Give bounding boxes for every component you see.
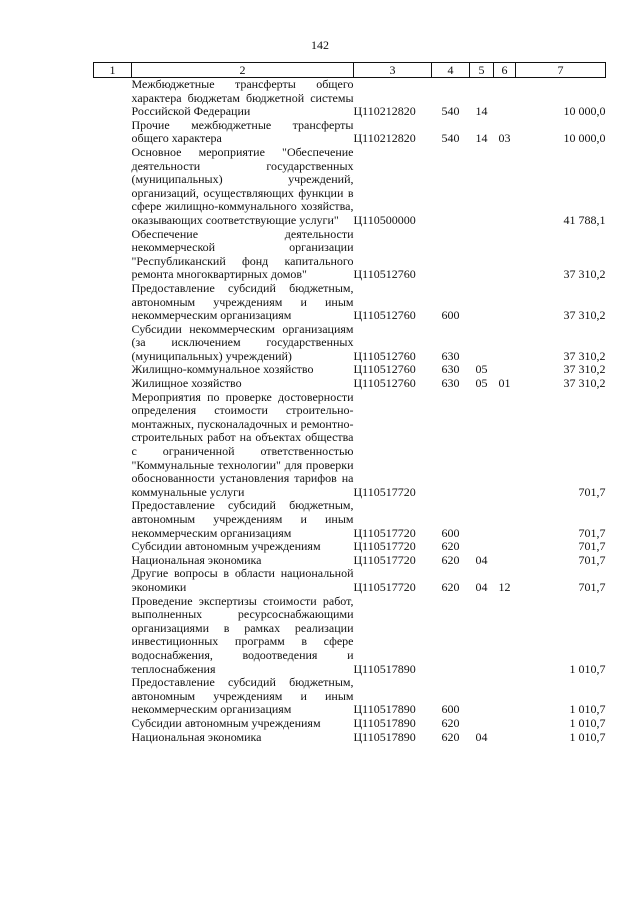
row-expense-type: 630 [441, 362, 460, 377]
row-code: Ц110212820 [353, 131, 416, 146]
row-section [470, 228, 494, 282]
table-row [94, 119, 606, 146]
row-subsection [494, 731, 516, 745]
row-subsection [494, 363, 516, 377]
row-section [470, 146, 494, 228]
row-section [470, 676, 494, 717]
row-section: 05 [475, 376, 488, 391]
row-amount: 1 010,7 [569, 661, 606, 676]
row-section [470, 323, 494, 364]
row-expense-type [432, 391, 470, 500]
row-subsection: 01 [498, 376, 511, 391]
row-expense-type: 600 [441, 308, 460, 323]
row-name: Жилищное хозяйство [131, 376, 242, 391]
row-name: Жилищно-коммунальное хозяйство [131, 362, 314, 377]
row-subsection [494, 228, 516, 282]
table-row [94, 499, 606, 540]
row-name: Мероприятия по проверке достоверности определения стоимости строительно-монтажных, пусконаладочных и ремонтно-строительных работ на объектах общества с ограниченной ответственностью "Коммунальные технологии" для проверки обоснованности установления тарифов на коммунальные услуги [131, 389, 354, 499]
row-name: Предоставление субсидий бюджетным, автономным учреждениям и иным некоммерческим организациям [131, 675, 354, 717]
row-amount: 701,7 [578, 525, 606, 540]
row-amount: 1 010,7 [569, 702, 606, 717]
row-code: Ц110512760 [353, 308, 416, 323]
row-amount: 41 788,1 [563, 212, 606, 227]
cell-col-1 [94, 146, 132, 228]
row-code: Ц110517720 [353, 525, 416, 540]
cell-col-1 [94, 499, 132, 540]
table-row [94, 391, 606, 500]
row-subsection [494, 540, 516, 554]
row-subsection: 03 [498, 131, 511, 146]
row-expense-type [432, 595, 470, 677]
row-name: Обеспечение деятельности некоммерческой организации "Республиканский фонд капитального ремонта многоквартирных домов" [131, 226, 354, 282]
row-expense-type: 620 [441, 539, 460, 554]
budget-table [93, 62, 606, 744]
row-subsection [494, 391, 516, 500]
row-code: Ц110517720 [353, 579, 416, 594]
row-name: Субсидии автономным учреждениям [131, 539, 321, 554]
cell-col-1 [94, 567, 132, 594]
header-col-6: 6 [494, 63, 516, 78]
row-subsection [494, 554, 516, 568]
row-subsection [494, 146, 516, 228]
header-col-4: 4 [432, 63, 470, 78]
header-col-1: 1 [94, 63, 132, 78]
row-amount: 10 000,0 [563, 104, 606, 119]
row-name: Субсидии некоммерческим организациям (за исключением государственных (муниципальных) учреждений) [131, 321, 354, 363]
row-expense-type: 600 [441, 702, 460, 717]
table-row [94, 377, 606, 391]
row-subsection: 12 [498, 579, 511, 594]
row-expense-type: 620 [441, 715, 460, 730]
row-expense-type: 620 [441, 552, 460, 567]
row-code: Ц110512760 [353, 267, 416, 282]
row-section [470, 499, 494, 540]
table-row [94, 540, 606, 554]
cell-col-1 [94, 595, 132, 677]
row-code: Ц110517890 [353, 715, 416, 730]
row-amount: 1 010,7 [569, 715, 606, 730]
row-code: Ц110212820 [353, 104, 416, 119]
row-section [470, 391, 494, 500]
row-amount: 1 010,7 [569, 729, 606, 744]
table-body [94, 78, 606, 745]
row-expense-type: 600 [441, 525, 460, 540]
row-expense-type: 540 [441, 131, 460, 146]
row-code: Ц110517890 [353, 661, 416, 676]
row-section [470, 540, 494, 554]
row-code: Ц110517720 [353, 539, 416, 554]
header-col-2: 2 [132, 63, 354, 78]
cell-col-1 [94, 119, 132, 146]
row-amount: 701,7 [578, 484, 606, 499]
row-name: Основное мероприятие "Обеспечение деятельности государственных (муниципальных) учреждений, организаций, осуществляющих функции в сфере жилищно-коммунального хозяйства, оказывающих соответствующие услуги" [131, 144, 354, 227]
row-expense-type: 630 [441, 376, 460, 391]
header-col-7: 7 [516, 63, 606, 78]
table-row [94, 146, 606, 228]
row-amount: 701,7 [578, 579, 606, 594]
row-subsection [494, 499, 516, 540]
table-header [94, 63, 606, 78]
row-amount: 37 310,2 [563, 348, 606, 363]
row-name: Другие вопросы в области национальной экономики [131, 566, 354, 594]
table-row [94, 282, 606, 323]
row-expense-type: 540 [441, 104, 460, 119]
row-section: 04 [475, 579, 488, 594]
cell-col-1 [94, 282, 132, 323]
row-amount: 10 000,0 [563, 131, 606, 146]
table-row [94, 323, 606, 364]
row-section: 04 [475, 552, 488, 567]
row-expense-type: 620 [441, 579, 460, 594]
row-amount: 37 310,2 [563, 267, 606, 282]
cell-col-1 [94, 676, 132, 717]
row-name: Предоставление субсидий бюджетным, автономным учреждениям и иным некоммерческим организациям [131, 280, 354, 323]
table-row [94, 363, 606, 377]
header-col-3: 3 [354, 63, 432, 78]
row-expense-type: 620 [441, 729, 460, 744]
row-section [470, 717, 494, 731]
cell-col-1 [94, 540, 132, 554]
cell-col-1 [94, 554, 132, 568]
cell-col-1 [94, 228, 132, 282]
cell-col-1 [94, 717, 132, 731]
row-name: Прочие межбюджетные трансферты общего характера [131, 117, 354, 146]
cell-col-1 [94, 731, 132, 745]
row-subsection [494, 78, 516, 119]
row-subsection [494, 676, 516, 717]
cell-col-1 [94, 323, 132, 364]
table-row [94, 567, 606, 594]
row-code: Ц110500000 [353, 212, 416, 227]
row-section: 14 [475, 131, 488, 146]
row-section [470, 282, 494, 323]
row-amount: 37 310,2 [563, 362, 606, 377]
row-code: Ц110512760 [353, 362, 416, 377]
row-subsection [494, 717, 516, 731]
row-subsection [494, 595, 516, 677]
table-row [94, 676, 606, 717]
row-section: 04 [475, 729, 488, 744]
cell-col-1 [94, 377, 132, 391]
table-row [94, 78, 606, 119]
row-code: Ц110517890 [353, 729, 416, 744]
cell-col-1 [94, 363, 132, 377]
row-expense-type [432, 146, 470, 228]
row-name: Национальная экономика [131, 729, 262, 744]
row-name: Межбюджетные трансферты общего характера бюджетам бюджетной системы Российской Федерации [131, 77, 354, 119]
row-name: Проведение экспертизы стоимости работ, выполненных ресурсоснабжающими организациями в рамках реализации инвестиционных программ в сфере водоснабжения, водоотведения и теплоснабжения [131, 593, 354, 676]
row-expense-type: 630 [441, 348, 460, 363]
table-row [94, 595, 606, 677]
table-row [94, 554, 606, 568]
header-row [94, 63, 606, 78]
row-subsection [494, 282, 516, 323]
row-section: 05 [475, 362, 488, 377]
table-row [94, 731, 606, 745]
row-code: Ц110517890 [353, 702, 416, 717]
row-code: Ц110517720 [353, 552, 416, 567]
row-code: Ц110512760 [353, 376, 416, 391]
row-name: Национальная экономика [131, 552, 262, 567]
row-amount: 37 310,2 [563, 376, 606, 391]
row-name: Субсидии автономным учреждениям [131, 715, 321, 730]
row-amount: 701,7 [578, 539, 606, 554]
row-code: Ц110517720 [353, 484, 416, 499]
cell-col-1 [94, 391, 132, 500]
page-number: 142 [311, 38, 329, 52]
row-subsection [494, 323, 516, 364]
row-code: Ц110512760 [353, 348, 416, 363]
table-row [94, 228, 606, 282]
row-amount: 701,7 [578, 552, 606, 567]
row-section [470, 595, 494, 677]
row-section: 14 [475, 104, 488, 119]
table-row [94, 717, 606, 731]
header-col-5: 5 [470, 63, 494, 78]
row-name: Предоставление субсидий бюджетным, автономным учреждениям и иным некоммерческим организациям [131, 498, 354, 540]
cell-col-1 [94, 78, 132, 119]
row-expense-type [432, 228, 470, 282]
row-amount: 37 310,2 [563, 308, 606, 323]
